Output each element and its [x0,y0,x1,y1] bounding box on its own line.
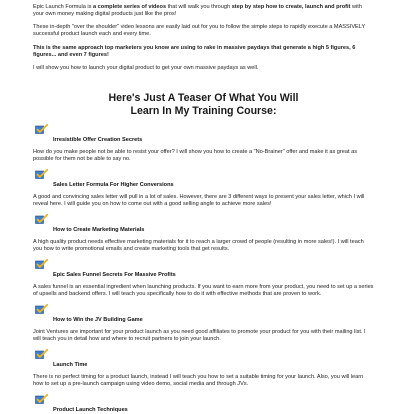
intro-paragraph-3 [33,45,374,59]
section-offer-creation [33,124,374,163]
intro-text: with your own money making digital products just like the pros! [33,4,362,17]
section-body: A sales funnel is an essential ingredient when launching products. If you want to earn more from your product, you need to set up a series of upsells and backend offers. I will teach you specifically how to do it with effective methods that are proven to work. [33,284,374,297]
section-title: Sales Letter Formula For Higher Conversions [53,182,174,188]
section-sales-letter [33,169,374,208]
section-title: How to Create Marketing Materials [53,227,145,233]
intro-paragraph-4: I will show you how to launch your digital product to get your own massive paydays as well. [33,65,259,71]
section-title: Epic Sales Funnel Secrets For Massive Profits [53,272,176,278]
section-jv-building [33,304,374,343]
section-header [33,349,374,369]
headline-line-1: Here's Just A Teaser Of What You Will [108,92,299,104]
checkmark-icon [35,304,48,314]
section-header [33,214,374,234]
section-title: Launch Time [53,362,88,368]
checkmark-icon [35,124,48,134]
headline-line-2: Learn In My Training Course: [130,105,277,117]
section-body: There is no perfect timing for a product launch, instead I will teach you how to set a suitable timing for your launch. Also, you will learn how to set up a pre-launch campaign using video demo, social media and through JVs. [33,374,364,387]
intro-paragraph-2: These in-depth "over the shoulder" video lessons are easily laid out for you to follow the simple steps to rapidly execute a MASSIVELY successful product launch each and every time. [33,24,366,37]
section-header [33,394,374,414]
section-marketing-materials [33,214,374,253]
section-title: Product Launch Techniques [53,407,128,413]
teaser-headline [41,92,366,118]
section-title: How to Win the JV Building Game [53,317,143,323]
checkmark-icon [35,394,48,404]
section-launch-techniques [33,394,374,414]
section-body: A high quality product needs effective marketing materials for it to reach a larger crowd of people (resulting in more sales!). I will teach you how to write promotional emails and create marketing tools that get results. [33,239,364,252]
section-header [33,169,374,189]
checkmark-icon [35,349,48,359]
intro-bold-text: This is the same approach top marketers you know are using to rake in massive paydays that generate a high 5 figures, 6 figures... and even 7 figures! [33,45,356,58]
section-body: A good and convincing sales letter will pull in a lot of sales. However, there are 3 different ways to present your sales letter, which I will reveal here. I will guide you on how to come out with a good selling angle to achieve more sales! [33,194,365,207]
checkmark-icon [35,259,48,269]
intro-bold-text: step by step how to create, launch and profit [231,4,351,10]
section-body: How do you make people not be able to resist your offer? I will show you how to create a "No-Brainer" offer and make it as great as possible for them not be able to say no. [33,149,358,162]
intro-paragraph-1 [33,4,374,18]
section-header [33,259,374,279]
section-header [33,304,374,324]
intro-text: that will walk you through [166,4,232,10]
intro-text: Epic Launch Formula is [33,4,94,10]
section-header [33,124,374,144]
section-sales-funnel [33,259,374,298]
checkmark-icon [35,169,48,179]
section-launch-time [33,349,374,388]
sales-page [33,0,374,414]
section-title: Irresistible Offer Creation Secrets [53,137,143,143]
intro-bold-text: a complete series of videos [93,4,167,10]
course-sections [33,124,374,414]
checkmark-icon [35,214,48,224]
section-body: Joint Ventures are important for your product launch as you need good affiliates to promote your product for you with their mailing list. I will teach you in detail how and where to recruit partners to join your launch. [33,329,366,342]
